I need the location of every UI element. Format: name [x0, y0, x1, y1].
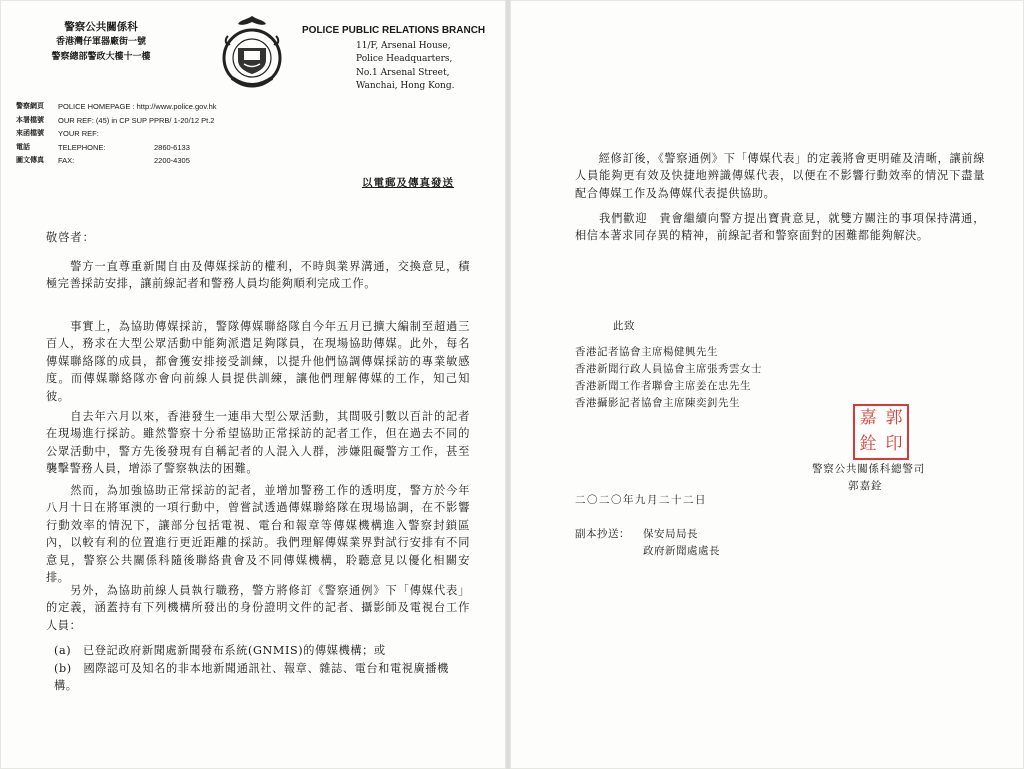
address-en — [302, 40, 502, 94]
ref-value: 2200-4305 — [154, 156, 190, 166]
salutation: 敬啓者： — [46, 231, 95, 244]
ref-label: YOUR REF: — [58, 129, 99, 139]
recipient: 香港攝影記者協會主席陳奕釗先生 — [575, 397, 740, 409]
ref-fax — [16, 154, 217, 168]
delivery-method: 以電郵及傳真發送 — [362, 177, 454, 189]
seal-char: 嘉 — [859, 408, 877, 428]
cc-label: 副本抄送： — [575, 528, 630, 540]
paragraph-3: 自去年六月以來，香港發生一連串大型公眾活動，其間吸引數以百計的記者在現場進行採訪。雖然警察十分希望協助正常採訪的記者工作，但在過去不同的公眾活動中，警方先後發現有自稱記者的人混入人群，涉嫌阻礙警方工作，甚至襲擊警務人員，增添了警察執法的困難。 — [46, 410, 470, 476]
recipient: 香港新聞工作者聯會主席姜在忠先生 — [575, 380, 751, 392]
cc-recipient: 政府新聞處處長 — [643, 545, 720, 557]
seal-char: 銓 — [859, 434, 877, 454]
recipient: 香港新聞行政人員協會主席張秀雲女士 — [575, 363, 762, 375]
ref-our-ref — [16, 114, 217, 128]
address-en-line: No.1 Arsenal Street, — [356, 67, 450, 78]
signatory-name: 郭嘉銓 — [848, 480, 883, 492]
official-seal-stamp — [853, 404, 909, 460]
org-name-en: POLICE PUBLIC RELATIONS BRANCH — [302, 25, 486, 36]
ref-homepage — [16, 100, 217, 114]
letter-date: 二〇二〇年九月二十二日 — [575, 494, 707, 506]
paragraph-5: 另外，為協助前線人員執行職務，警方將修訂《警察通例》下「傳媒代表」的定義，涵蓋持有下列機構所發出的身份證明文件的記者、攝影師及電視台工作人員： — [46, 584, 470, 632]
police-crest-icon — [218, 14, 286, 90]
recipient: 香港記者協會主席楊健興先生 — [575, 346, 718, 358]
list-item-b: (b) 國際認可及知名的非本地新聞通訊社、報章、雜誌、電台和電視廣播機構。 — [54, 662, 449, 693]
closing: 此致 — [613, 320, 635, 332]
right-paragraph-1: 經修訂後，《警察通例》下「傳媒代表」的定義將會更明確及清晰，讓前線人員能夠更有效及快捷地辨識傳媒代表，以便在不影響行動效率的情況下盡量配合傳媒工作及為傳媒代表提供協助。 — [575, 152, 985, 200]
address-en-line: 11/F, Arsenal House, — [356, 40, 451, 51]
ref-label: OUR REF: (45) in CP SUP PPRB/ 1-20/12 Pt.2 — [58, 115, 215, 125]
ref-label-cn: 圖文傳真 — [16, 156, 44, 165]
header-chinese — [36, 20, 166, 65]
paragraph-4: 然而，為加強協助正常採訪的記者，並增加警務工作的透明度，警方於今年八月十日在將軍澳的一項行動中，曾嘗試透過傳媒聯絡隊在現場協調，在不影響行動效率的情況下，讓部分包括電視、電台和報章等傳媒機構進入警察封鎖區內，以較有利的位置進行更近距離的採訪。我們理解傳媒業界對試行安排有不同意見，警察公共關係科隨後聯絡貴會及不同傳媒機構，聆聽意見以優化相關安排。 — [46, 484, 470, 585]
ref-label: POLICE HOMEPAGE : — [58, 102, 135, 111]
paragraph-1: 警方一直尊重新聞自由及傳媒採訪的權利，不時與業界溝通，交換意見，積極完善採訪安排，讓前線記者和警務人員均能夠順利完成工作。 — [46, 260, 470, 291]
ref-telephone — [16, 141, 217, 155]
ref-label-cn: 本署檔號 — [16, 115, 44, 124]
paragraph-2: 事實上，為協助傳媒採訪，警隊傳媒聯絡隊自今年五月已擴大編制至超過三百人，務求在大型公眾活動中能夠派遣足夠隊員，在現場協助傳媒。此外，每名傳媒聯絡隊的成員，都會獲安排接受訓練，以提升他們協調傳媒採訪的專業敏感度。而傳媒聯絡隊亦會向前線人員提供訓練，讓他們理解傳媒的工作，知己知彼。 — [46, 320, 470, 403]
seal-char: 印 — [885, 434, 903, 454]
address-en-line: Wanchai, Hong Kong. — [356, 81, 455, 91]
recipient-list — [575, 344, 762, 412]
ref-label: TELEPHONE: — [58, 142, 106, 152]
ref-label: FAX: — [58, 156, 75, 166]
ref-value[interactable]: http://www.police.gov.hk — [136, 102, 217, 111]
cc-recipient: 保安局局長 — [643, 528, 698, 540]
signatory-title: 警察公共關係科總警司 — [812, 463, 925, 475]
org-name-cn: 警察公共關係科 — [64, 21, 138, 33]
ref-label-cn: 電話 — [16, 142, 30, 151]
list-item-a: (a) 已登記政府新聞處新聞發布系統(GNMIS)的傳媒機構；或 — [54, 644, 386, 657]
address-cn-line-1: 香港灣仔軍器廠街一號 — [55, 37, 146, 47]
right-paragraph-2: 我們歡迎 貴會繼續向警方提出寶貴意見，就雙方關注的事項保持溝通，相信本著求同存異的精神，前線記者和警察面對的困難都能夠解決。 — [575, 212, 985, 243]
ref-value: 2860-6133 — [154, 142, 190, 152]
reference-block — [16, 100, 217, 168]
seal-char: 郭 — [885, 408, 903, 428]
address-en-line: Police Headquarters, — [356, 54, 453, 64]
header-english — [302, 24, 502, 94]
ref-your-ref — [16, 127, 217, 141]
ref-label-cn: 來函檔號 — [16, 129, 44, 138]
address-cn-line-2: 警察總部警政大樓十一樓 — [51, 52, 151, 62]
ref-label-cn: 警察網頁 — [16, 102, 44, 110]
cc-list — [643, 526, 720, 560]
